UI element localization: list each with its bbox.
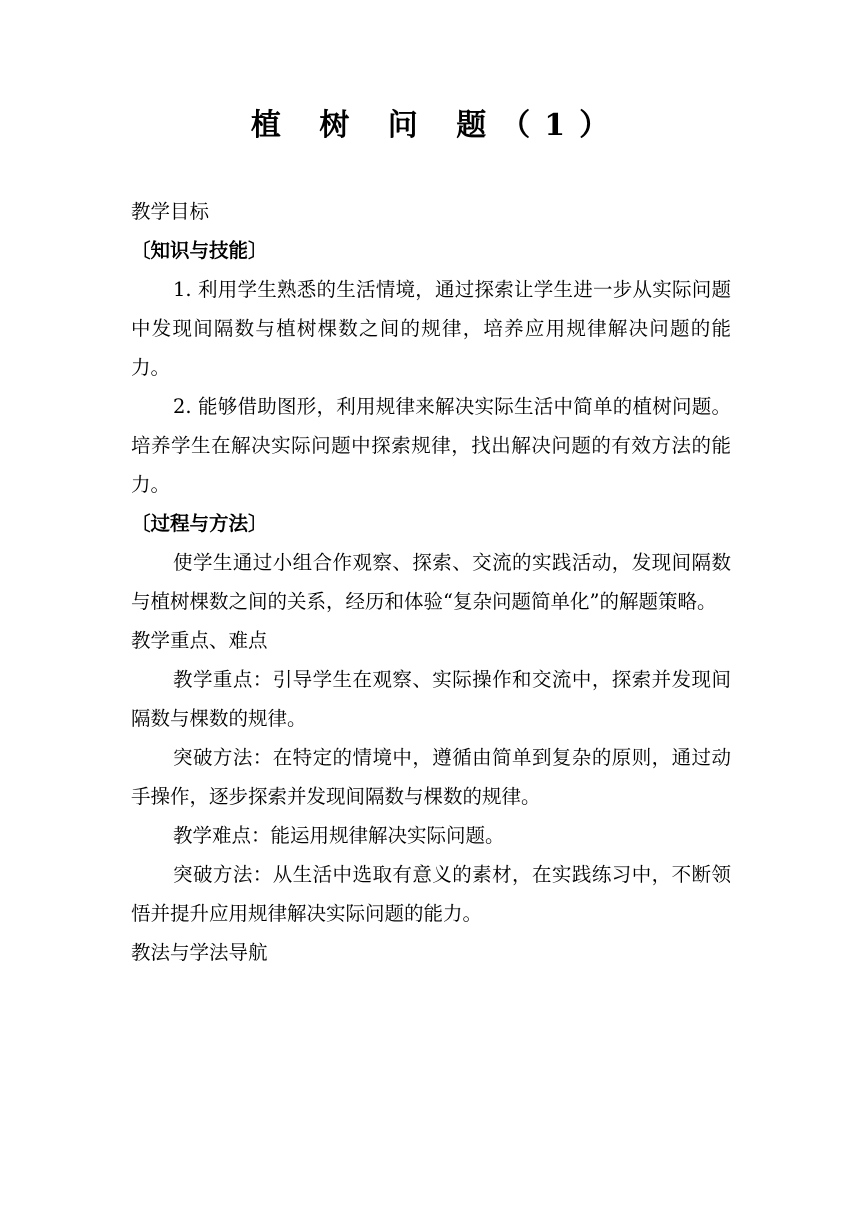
paragraph-goal-1: 1. 利用学生熟悉的生活情境，通过探索让学生进一步从实际问题中发现间隔数与植树棵数之间的规律，培养应用规律解决问题的能力。 bbox=[131, 278, 731, 379]
paragraph-key-method: 突破方法：在特定的情境中，遵循由简单到复杂的原则，通过动手操作，逐步探索并发现间隔数与棵数的规律。 bbox=[131, 746, 731, 808]
paragraph-difficulty: 教学难点：能运用规律解决实际问题。 bbox=[173, 824, 505, 847]
section-heading-teaching-goals: 教学目标 bbox=[131, 200, 210, 223]
section-heading-key-difficult: 教学重点、难点 bbox=[131, 629, 268, 652]
page-title: 植 树 问 题（1） bbox=[250, 108, 624, 143]
section-heading-teaching-methods: 教法与学法导航 bbox=[131, 941, 268, 964]
subheading-process-method: 〔过程与方法〕 bbox=[131, 512, 268, 535]
subheading-knowledge-skills: 〔知识与技能〕 bbox=[131, 239, 268, 262]
document-body bbox=[131, 192, 731, 972]
paragraph-goal-2: 2. 能够借助图形，利用规律来解决实际生活中简单的植树问题。培养学生在解决实际问题中探索规律，找出解决问题的有效方法的能力。 bbox=[131, 395, 731, 496]
paragraph-difficulty-method: 突破方法：从生活中选取有意义的素材，在实践练习中，不断领悟并提升应用规律解决实际问题的能力。 bbox=[131, 863, 731, 925]
paragraph-key-point: 教学重点：引导学生在观察、实际操作和交流中，探索并发现间隔数与棵数的规律。 bbox=[131, 668, 731, 730]
paragraph-process: 使学生通过小组合作观察、探索、交流的实践活动，发现间隔数与植树棵数之间的关系，经历和体验“复杂问题简单化”的解题策略。 bbox=[131, 551, 731, 613]
